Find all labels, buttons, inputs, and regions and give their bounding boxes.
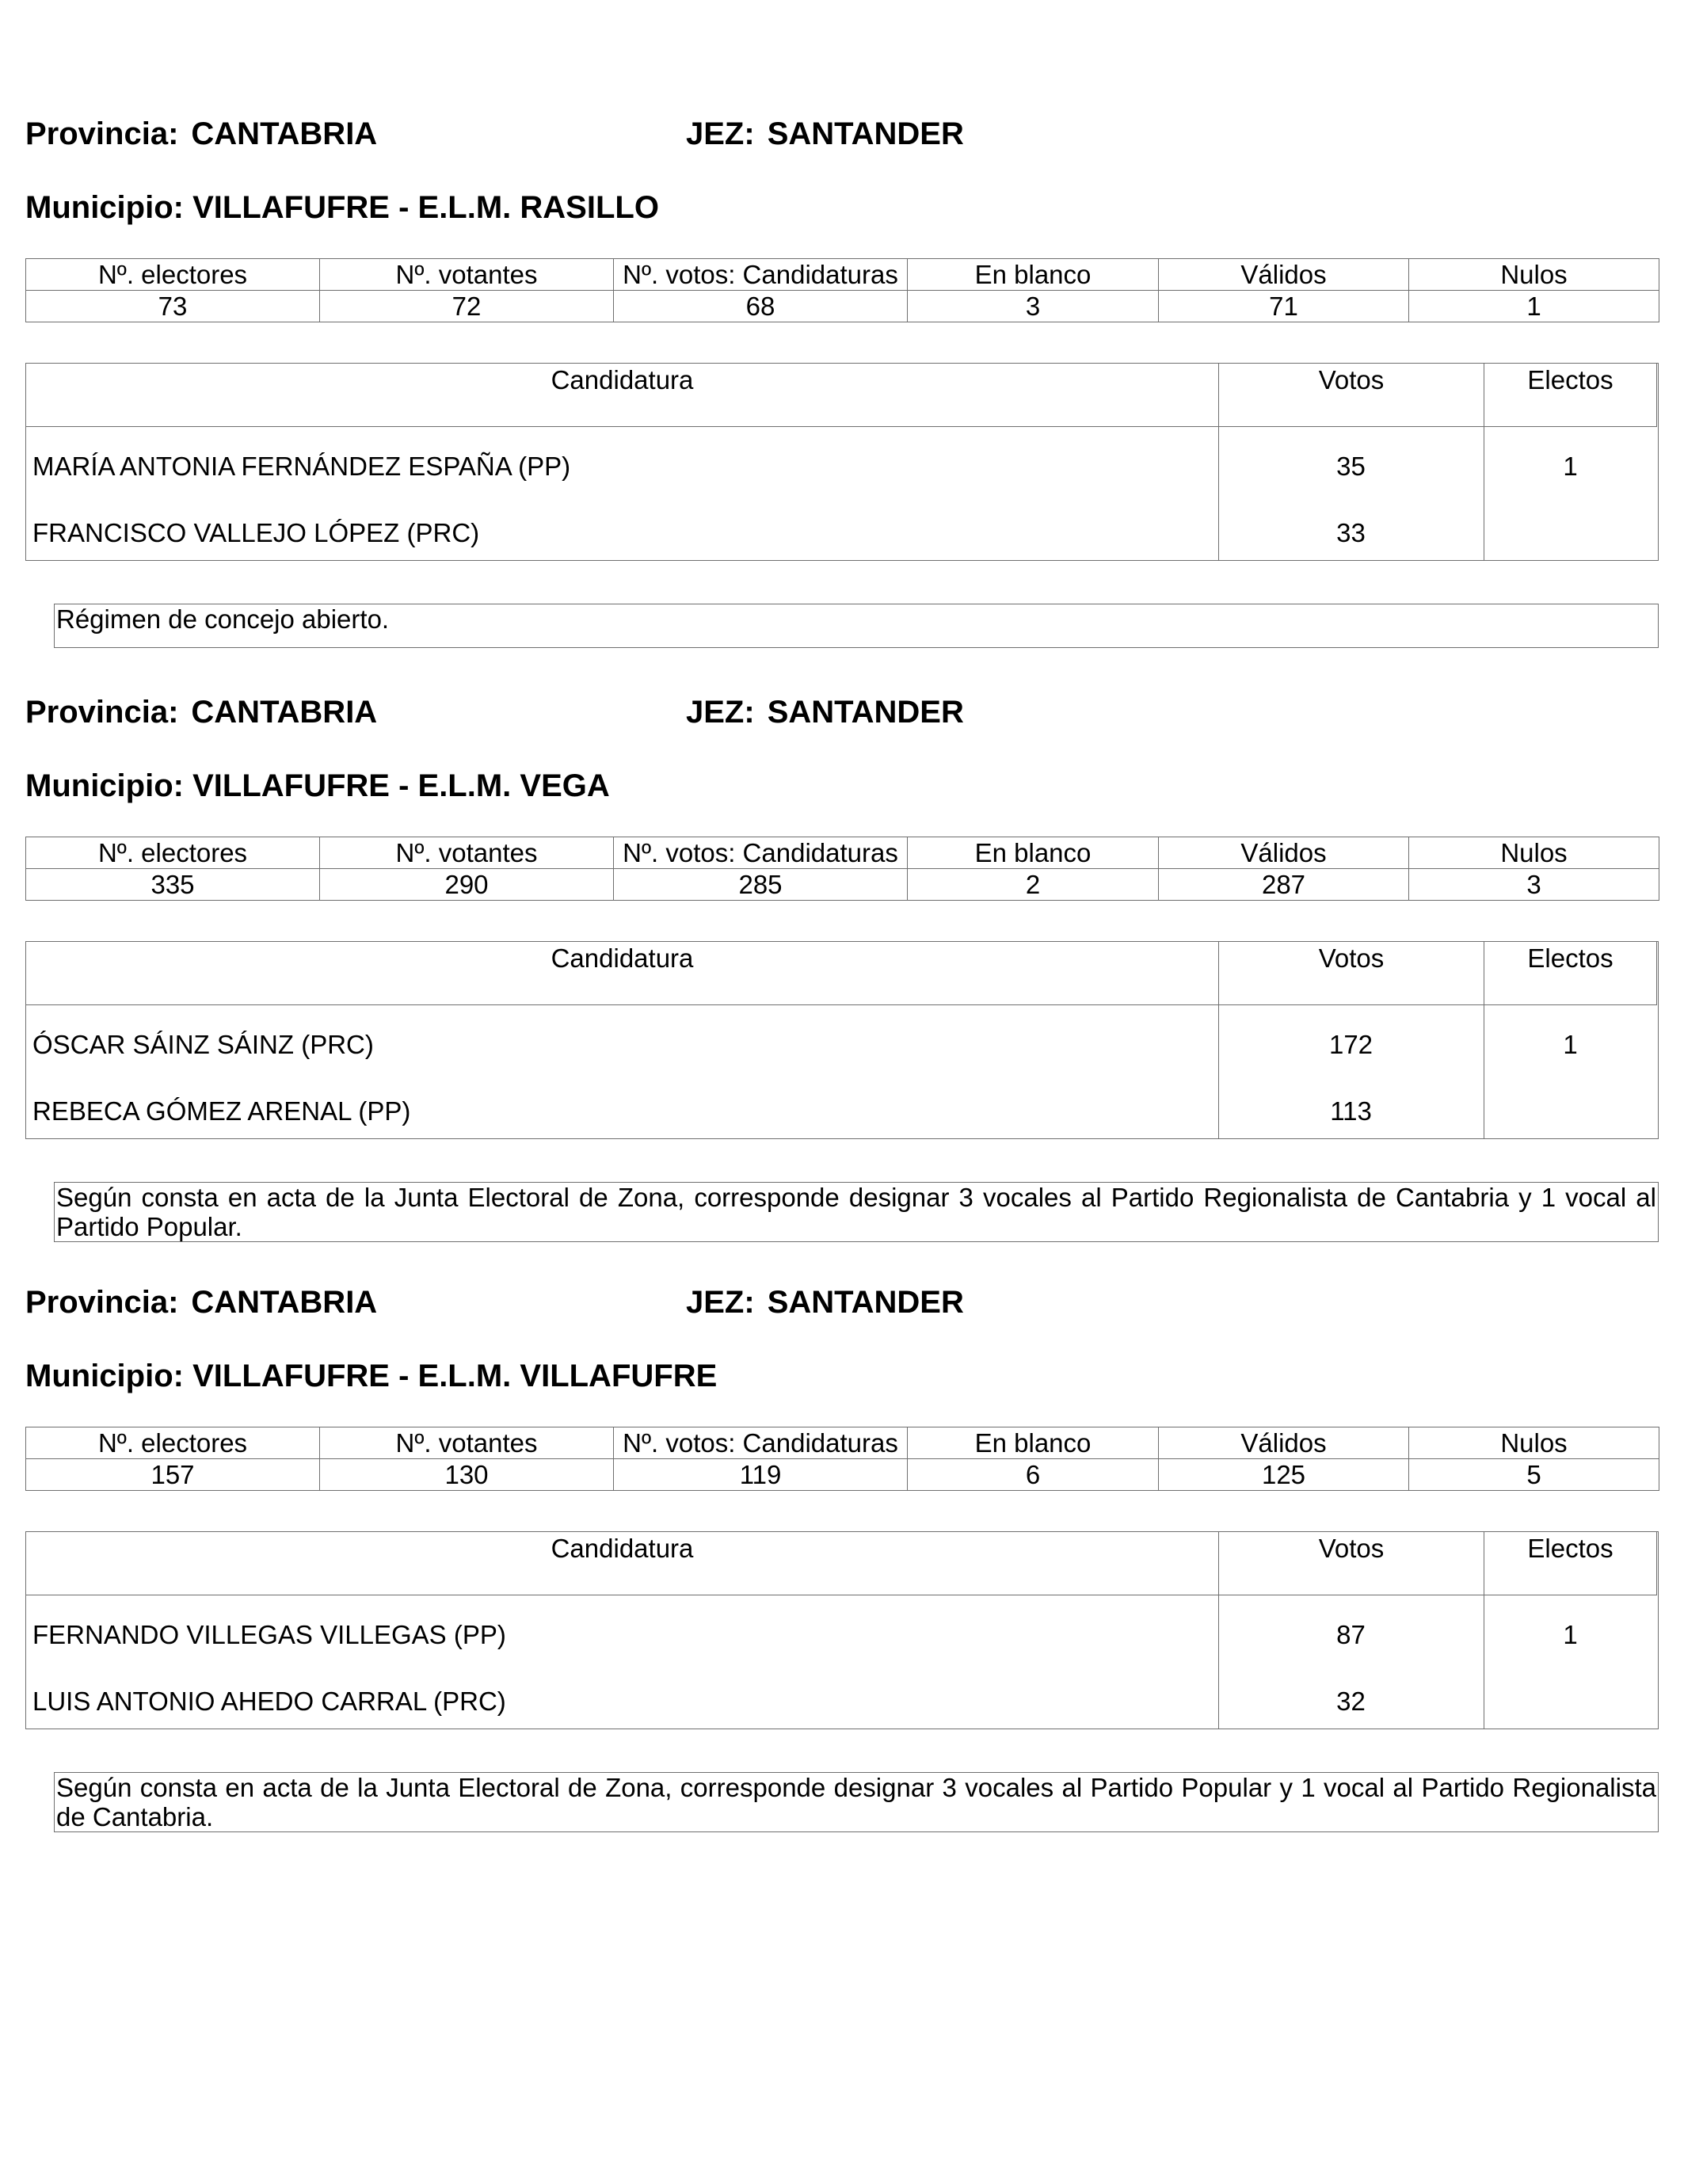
electores-value: 335	[26, 869, 320, 901]
candidate-row	[26, 1686, 1659, 1717]
votos-header: Votos	[1218, 364, 1484, 427]
validos-value: 287	[1159, 869, 1409, 901]
votos-candidaturas-header: Nº. votos: Candidaturas	[614, 259, 908, 291]
en-blanco-header: En blanco	[908, 1427, 1159, 1459]
section-note: Régimen de concejo abierto.	[54, 604, 1659, 648]
nulos-header: Nulos	[1409, 837, 1659, 869]
municipio-value: VILLAFUFRE - E.L.M. VEGA	[192, 768, 610, 803]
jez-line	[686, 1284, 964, 1321]
votos-candidaturas-header: Nº. votos: Candidaturas	[614, 837, 908, 869]
stats-header-row	[26, 837, 1659, 869]
jez-label: JEZ:	[686, 1285, 755, 1320]
candidate-name: MARÍA ANTONIA FERNÁNDEZ ESPAÑA (PP)	[32, 452, 571, 481]
nulos-value: 3	[1409, 869, 1659, 901]
nulos-header: Nulos	[1409, 1427, 1659, 1459]
provincia-line	[25, 116, 377, 152]
votos-candidaturas-value: 68	[614, 291, 908, 322]
candidatura-header: Candidatura	[26, 1532, 1218, 1595]
provincia-line	[25, 694, 377, 730]
votantes-header: Nº. votantes	[320, 259, 614, 291]
candidate-electos: 1	[1563, 1030, 1578, 1059]
electores-header: Nº. electores	[26, 259, 320, 291]
validos-header: Válidos	[1159, 837, 1409, 869]
candidate-name: REBECA GÓMEZ ARENAL (PP)	[32, 1096, 411, 1126]
jez-line	[686, 694, 964, 730]
candidate-row	[26, 517, 1659, 549]
jez-label: JEZ:	[686, 116, 755, 151]
provincia-label: Provincia:	[25, 116, 179, 151]
municipio-value: VILLAFUFRE - E.L.M. VILLAFUFRE	[192, 1359, 718, 1393]
candidate-electos: 1	[1563, 1620, 1578, 1649]
candidate-row	[26, 1619, 1659, 1651]
candidate-votes: 35	[1336, 452, 1366, 481]
candidates-table	[25, 941, 1659, 1139]
municipio-line	[25, 189, 659, 226]
municipio-label: Municipio:	[25, 768, 184, 803]
stats-header-row	[26, 1427, 1659, 1459]
candidate-votes: 113	[1330, 1096, 1372, 1126]
jez-value: SANTANDER	[767, 1285, 964, 1320]
candidates-table	[25, 1531, 1659, 1729]
stats-value-row	[26, 291, 1659, 322]
nulos-header: Nulos	[1409, 259, 1659, 291]
candidatura-header: Candidatura	[26, 364, 1218, 427]
validos-header: Válidos	[1159, 259, 1409, 291]
votantes-value: 72	[320, 291, 614, 322]
provincia-value: CANTABRIA	[191, 1285, 378, 1320]
electos-header: Electos	[1484, 1532, 1657, 1595]
candidate-row	[26, 451, 1659, 482]
candidatura-header: Candidatura	[26, 942, 1218, 1005]
municipio-label: Municipio:	[25, 1359, 184, 1393]
validos-header: Válidos	[1159, 1427, 1409, 1459]
votos-header: Votos	[1218, 942, 1484, 1005]
votantes-header: Nº. votantes	[320, 837, 614, 869]
electores-value: 73	[26, 291, 320, 322]
candidate-name: ÓSCAR SÁINZ SÁINZ (PRC)	[32, 1030, 374, 1059]
candidate-row	[26, 1029, 1659, 1061]
candidate-electos: 1	[1563, 452, 1578, 481]
jez-line	[686, 116, 964, 152]
votos-candidaturas-value: 285	[614, 869, 908, 901]
jez-value: SANTANDER	[767, 695, 964, 730]
candidate-votes: 172	[1328, 1030, 1373, 1059]
en-blanco-value: 3	[908, 291, 1159, 322]
stats-table	[25, 1427, 1659, 1491]
candidate-name: FERNANDO VILLEGAS VILLEGAS (PP)	[32, 1620, 506, 1649]
provincia-line	[25, 1284, 377, 1321]
votos-candidaturas-value: 119	[614, 1459, 908, 1491]
votantes-header: Nº. votantes	[320, 1427, 614, 1459]
provincia-value: CANTABRIA	[191, 695, 378, 730]
en-blanco-value: 6	[908, 1459, 1159, 1491]
municipio-value: VILLAFUFRE - E.L.M. RASILLO	[192, 190, 659, 225]
provincia-value: CANTABRIA	[191, 116, 378, 151]
stats-value-row	[26, 869, 1659, 901]
nulos-value: 5	[1409, 1459, 1659, 1491]
stats-table	[25, 837, 1659, 901]
electos-header: Electos	[1484, 364, 1657, 427]
municipio-line	[25, 768, 610, 804]
candidate-votes: 87	[1336, 1620, 1366, 1649]
votantes-value: 290	[320, 869, 614, 901]
section-note: Según consta en acta de la Junta Electoral de Zona, corresponde designar 3 vocales al Partido Regionalista de Cantabria y 1 vocal al Partido Popular.	[54, 1182, 1659, 1242]
stats-header-row	[26, 259, 1659, 291]
electos-header: Electos	[1484, 942, 1657, 1005]
electores-header: Nº. electores	[26, 1427, 320, 1459]
validos-value: 71	[1159, 291, 1409, 322]
en-blanco-header: En blanco	[908, 259, 1159, 291]
electores-header: Nº. electores	[26, 837, 320, 869]
provincia-label: Provincia:	[25, 695, 179, 730]
votos-candidaturas-header: Nº. votos: Candidaturas	[614, 1427, 908, 1459]
candidate-name: LUIS ANTONIO AHEDO CARRAL (PRC)	[32, 1687, 506, 1716]
jez-label: JEZ:	[686, 695, 755, 730]
validos-value: 125	[1159, 1459, 1409, 1491]
votos-header: Votos	[1218, 1532, 1484, 1595]
candidate-row	[26, 1096, 1659, 1127]
section-note: Según consta en acta de la Junta Electoral de Zona, corresponde designar 3 vocales al Partido Popular y 1 vocal al Partido Regionalista de Cantabria.	[54, 1772, 1659, 1832]
municipio-line	[25, 1358, 717, 1394]
electores-value: 157	[26, 1459, 320, 1491]
jez-value: SANTANDER	[767, 116, 964, 151]
en-blanco-value: 2	[908, 869, 1159, 901]
nulos-value: 1	[1409, 291, 1659, 322]
provincia-label: Provincia:	[25, 1285, 179, 1320]
stats-value-row	[26, 1459, 1659, 1491]
municipio-label: Municipio:	[25, 190, 184, 225]
candidate-votes: 33	[1336, 518, 1366, 547]
candidates-table	[25, 363, 1659, 561]
candidate-name: FRANCISCO VALLEJO LÓPEZ (PRC)	[32, 518, 480, 547]
en-blanco-header: En blanco	[908, 837, 1159, 869]
stats-table	[25, 258, 1659, 322]
candidate-votes: 32	[1336, 1687, 1366, 1716]
votantes-value: 130	[320, 1459, 614, 1491]
